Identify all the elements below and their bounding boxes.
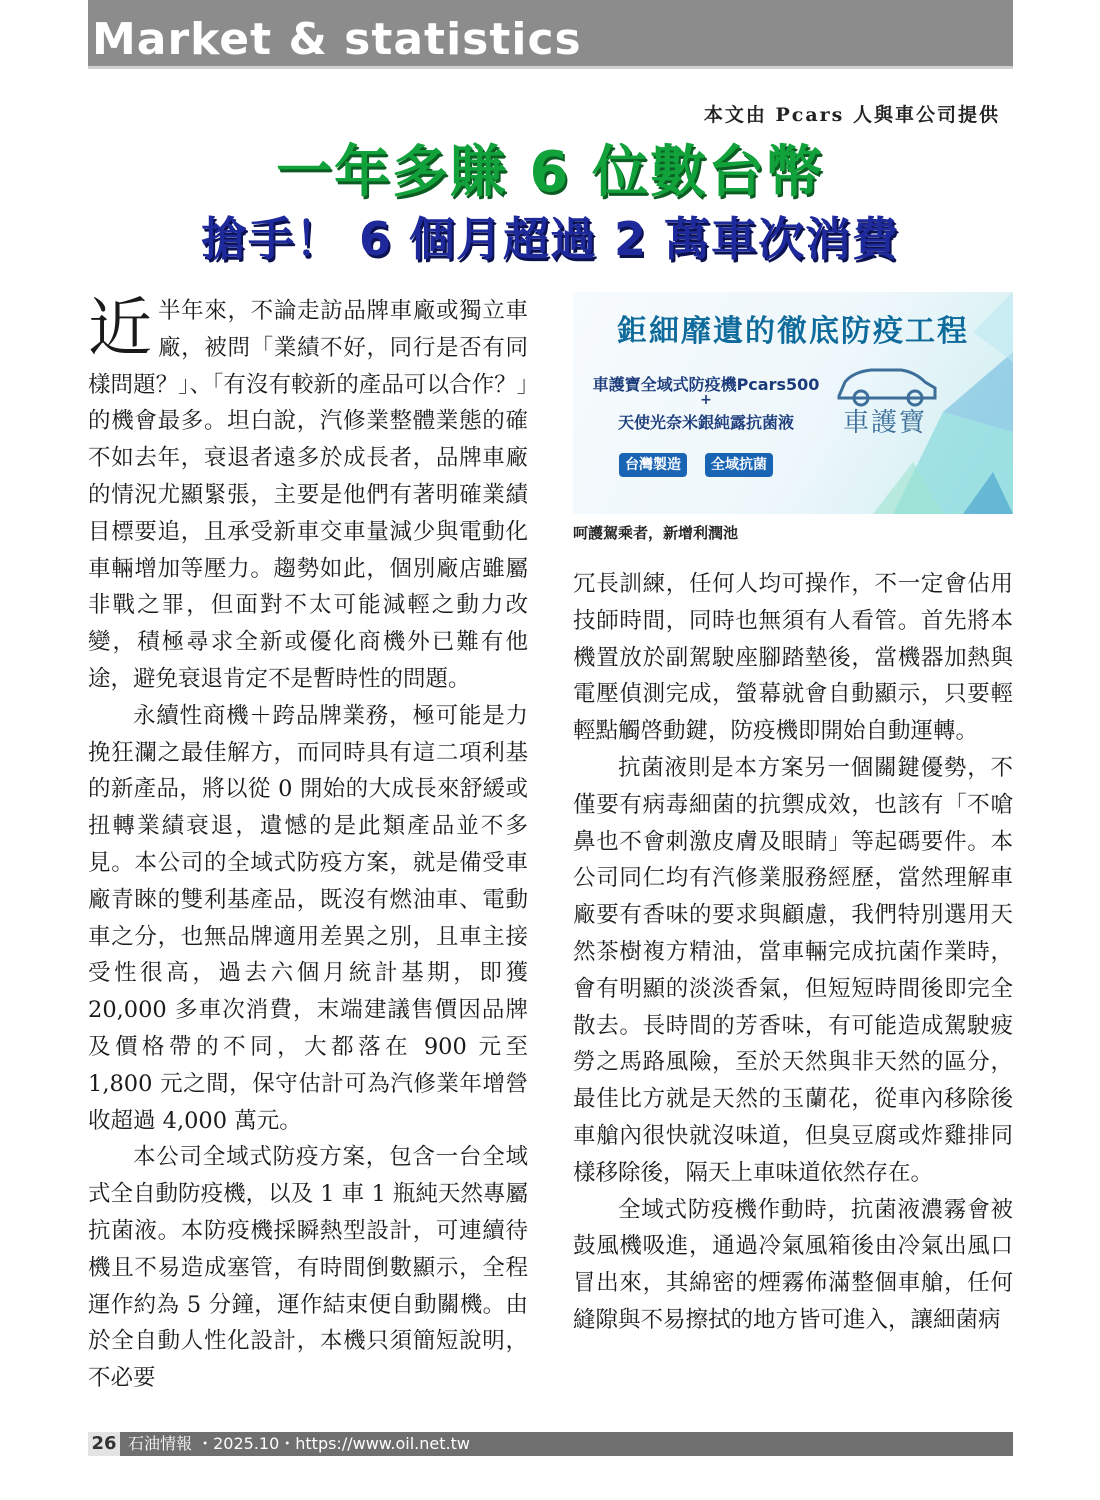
paragraph: 全域式防疫機作動時，抗菌液濃霧會被鼓風機吸進，通過冷氣風箱後由冷氣出風口冒出來，其綿密的煙霧佈滿整個車艙，任何縫隙與不易擦拭的地方皆可進入，讓細菌病 [573, 1196, 1013, 1333]
car-icon [831, 358, 941, 408]
headline-sub: 搶手！ 6 個月超過 2 萬車次消費 [200, 212, 900, 266]
badge-made-in-taiwan: 台灣製造 [619, 453, 687, 477]
paragraph: 抗菌液則是本方案另一個關鍵優勢，不僅要有病毒細菌的抗禦成效，也該有「不嗆鼻也不會刺激皮膚及眼睛」等起碼要件。本公司同仁均有汽修業服務經歷，當然理解車廠要有香味的要求與顧慮，我們特別選用天然茶樹複方精油，當車輛完成抗菌作業時，會有明顯的淡淡香氣，但短短時間後即完全散去。長時間的芳香味，有可能造成駕駛疲勞之馬路風險，至於天然與非天然的區分，最佳比方就是天然的玉蘭花，從車內移除後車艙內很快就沒味道，但臭豆腐或炸雞排同樣移除後，隔天上車味道依然存在。 [573, 754, 1013, 1186]
ad-product-line: 天使光奈米銀純露抗菌液 [617, 413, 794, 432]
paragraph [88, 293, 528, 698]
headline-main: 一年多賺 6 位數台幣 [276, 140, 824, 205]
product-ad-image [573, 292, 1013, 514]
paragraph: 永續性商機＋跨品牌業務，極可能是力挽狂瀾之最佳解方，而同時具有這二項利基的新產品，將以從 0 開始的大成長來舒緩或扭轉業績衰退，遺憾的是此類產品並不多見。本公司的全域式防疫方案，就是備受車廠青睞的雙利基產品，既沒有燃油車、電動車之分，也無品牌適用差異之別，且車主接受性很高，過去六個月統計基期，即獲 20,000 多車次消費，末端建議售價因品牌及價格帶的不同，大都落在 900 元至 1,800 元之間，保守估計可為汽修業年增營收超過 4,000 萬元。 [88, 702, 528, 1134]
paragraph: 冗長訓練，任何人均可操作，不一定會佔用技師時間，同時也無須有人看管。首先將本機置放於副駕駛座腳踏墊後，當機器加熱與電壓偵測完成，螢幕就會自動顯示，只要輕輕點觸啓動鍵，防疫機即開始自動運轉。 [573, 571, 1013, 745]
badge-antibacterial: 全域抗菌 [705, 453, 773, 477]
ad-plus: + [700, 392, 712, 408]
section-title: Market & statistics [92, 14, 582, 65]
article-credit: 本文由 Pcars 人與車公司提供 [703, 104, 1000, 126]
footer-publication: 石油情報 ・2025.10・https://www.oil.net.tw [128, 1434, 470, 1453]
paragraph-text: 半年來，不論走訪品牌車廠或獨立車廠，被問「業績不好，同行是否有同樣問題？」、「有沒有較新的產品可以合作？」的機會最多。坦白說，汽修業整體業態的確不如去年，衰退者遠多於成長者，品牌車廠的情況尤顯緊張，主要是他們有著明確業績目標要追，且承受新車交車量減少與電動化車輛增加等壓力。趨勢如此，個別廠店雖屬非戰之罪，但面對不太可能減輕之動力改變，積極尋求全新或優化商機外已難有他途，避免衰退肯定不是暫時性的問題。 [88, 298, 528, 692]
page-number: 26 [88, 1432, 120, 1456]
ad-brand-logo: 車護寶 [842, 408, 927, 438]
drop-cap: 近 [88, 292, 152, 366]
article-column-right [573, 566, 1013, 1339]
article-column-left [88, 293, 528, 1397]
ad-title: 鉅細靡遺的徹底防疫工程 [617, 314, 969, 349]
image-caption: 呵護駕乘者，新增利潤池 [573, 524, 739, 542]
ad-product-line: 車護寶全域式防疫機Pcars500 [592, 375, 820, 394]
paragraph: 本公司全域式防疫方案，包含一台全域式全自動防疫機，以及 1 車 1 瓶純天然專屬抗菌液。本防疫機採瞬熱型設計，可連續待機且不易造成塞管，有時間倒數顯示，全程運作約為 5 分鐘，運作結束便自動關機。由於全自動人性化設計，本機只須簡短說明，不必要 [88, 1144, 528, 1392]
